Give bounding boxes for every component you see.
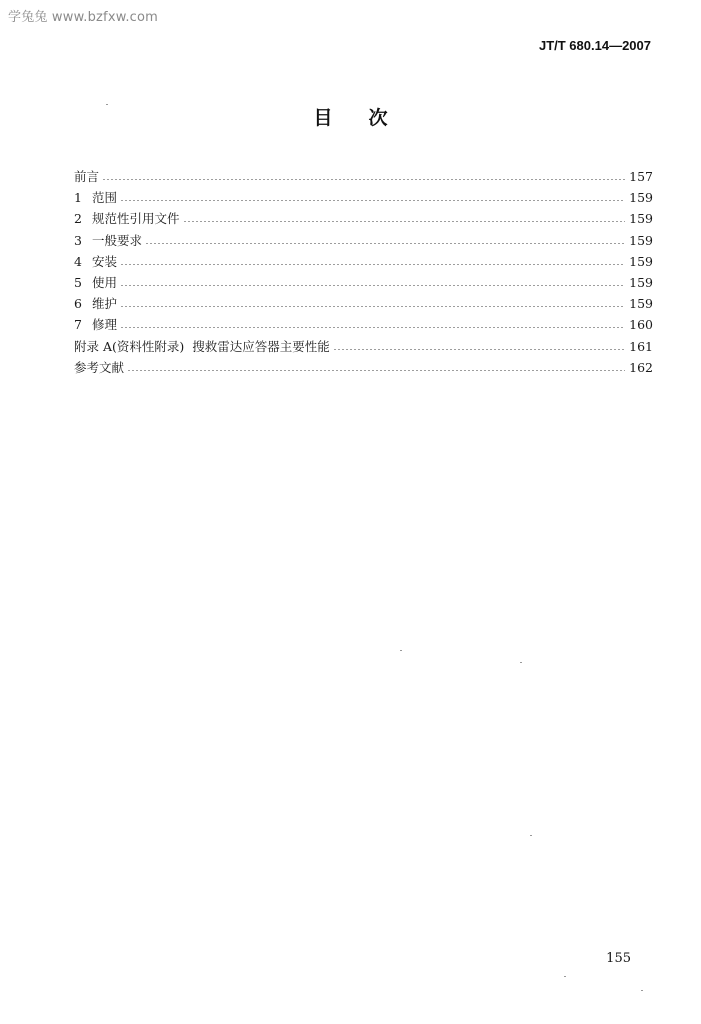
dot-leader: [120, 327, 625, 328]
toc-entry-page: 159: [629, 253, 653, 269]
toc-entry-number: 1: [74, 190, 82, 206]
toc-entry-page: 160: [629, 317, 653, 333]
toc-entry-title: [74, 208, 180, 229]
toc-entry-use[interactable]: [74, 272, 653, 293]
toc-entry-page: 159: [629, 190, 653, 206]
toc-entry-maintenance[interactable]: [74, 293, 653, 314]
toc-entry-title: [74, 230, 142, 251]
toc-entry-page: 159: [629, 211, 653, 227]
toc-entry-title: [74, 187, 117, 208]
toc-entry-number: 5: [74, 274, 82, 290]
toc-entry-bibliography[interactable]: [74, 357, 653, 378]
toc-entry-text: 范围: [92, 190, 118, 206]
toc-entry-text: 维护: [92, 296, 118, 312]
dot-leader: [183, 221, 626, 222]
dot-leader: [102, 179, 625, 180]
scan-speck: [530, 835, 532, 836]
toc-entry-number: 3: [74, 232, 82, 248]
toc-entry-title: 附录 A(资料性附录) 搜救雷达应答器主要性能: [74, 338, 330, 354]
scan-speck: [400, 650, 402, 651]
toc-entry-installation[interactable]: [74, 251, 653, 272]
toc-entry-foreword[interactable]: [74, 166, 653, 187]
scan-speck: [106, 104, 108, 105]
toc-entry-number: 4: [74, 253, 82, 269]
toc-entry-page: 159: [629, 296, 653, 312]
scan-speck: [564, 976, 566, 977]
toc-entry-text: 规范性引用文件: [92, 211, 180, 227]
toc-entry-text: 安装: [92, 253, 118, 269]
toc-entry-title: [74, 293, 117, 314]
toc-entry-title: [74, 272, 117, 293]
dot-leader: [127, 370, 625, 371]
dot-leader: [333, 349, 625, 350]
toc-entry-annex-a[interactable]: [74, 336, 653, 357]
scan-speck: [641, 990, 643, 991]
toc-entry-title: [74, 314, 117, 335]
toc-entry-page: 159: [629, 274, 653, 290]
toc-entry-page: 162: [629, 359, 653, 375]
watermark: 学兔兔 www.bzfxw.com: [8, 10, 159, 25]
standard-code: JT/T 680.14—2007: [538, 38, 651, 53]
toc-entry-number: 2: [74, 211, 82, 227]
toc-entry-normative-references[interactable]: [74, 208, 653, 229]
scan-speck: [520, 662, 522, 663]
page-number: 155: [606, 951, 631, 966]
toc-entry-repair[interactable]: [74, 314, 653, 335]
toc-entry-text: 使用: [92, 274, 118, 290]
toc-entry-general-requirements[interactable]: [74, 230, 653, 251]
dot-leader: [120, 285, 625, 286]
toc-entry-scope[interactable]: [74, 187, 653, 208]
toc-entry-title: 参考文献: [74, 359, 125, 375]
toc-entry-title: 前言: [74, 169, 100, 184]
table-of-contents: [74, 166, 653, 378]
page-title: 目次: [313, 107, 424, 129]
dot-leader: [120, 306, 625, 307]
dot-leader: [120, 200, 625, 201]
toc-entry-page: 161: [629, 338, 653, 354]
dot-leader: [145, 243, 625, 244]
toc-entry-number: 7: [74, 317, 82, 333]
toc-entry-title: [74, 251, 117, 272]
toc-entry-page: 159: [629, 232, 653, 248]
toc-entry-number: 6: [74, 296, 82, 312]
toc-entry-text: 一般要求: [92, 232, 143, 248]
dot-leader: [120, 264, 625, 265]
toc-entry-text: 修理: [92, 317, 118, 333]
toc-entry-page: 157: [629, 169, 653, 184]
